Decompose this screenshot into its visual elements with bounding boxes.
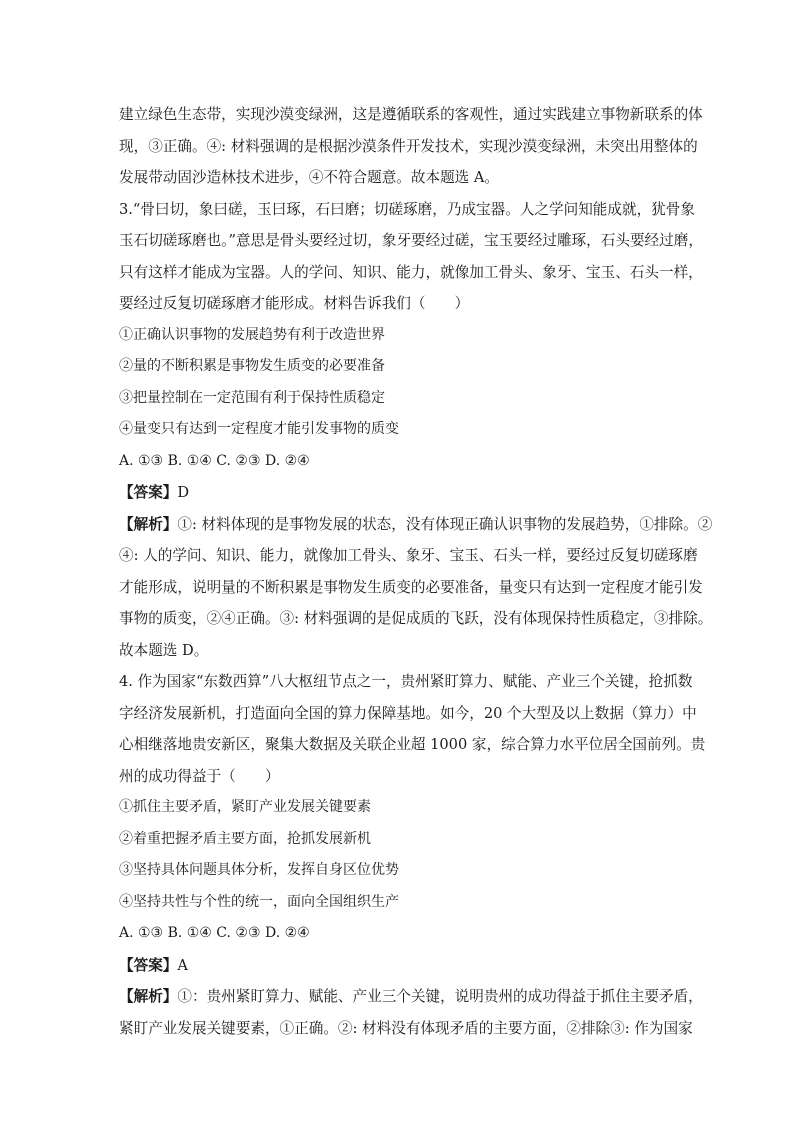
answer-label: 【答案】 [119, 484, 178, 501]
answer-value: D [177, 484, 190, 501]
q3-option: ①正确认识事物的发展趋势有利于改造世界 [119, 326, 385, 343]
q4-choices: A. ①③ B. ①④ C. ②③ D. ②④ [119, 925, 310, 941]
continuation-line: 发展带动固沙造林技术进步，④不符合题意。故本题选 A。 [119, 169, 500, 186]
q3-analysis-line: ④: 人的学问、知识、能力，就像加工骨头、象牙、宝玉、石头一样，要经过反复切磋琢磨 [119, 547, 698, 564]
q3-stem-line: 要经过反复切磋琢磨才能形成。材料告诉我们（ ） [119, 295, 470, 312]
q3-analysis-line: 故本题选 D。 [119, 641, 209, 659]
q4-stem-line: 心相继落地贵安新区，聚集大数据及关联企业超 1000 家，综合算力水平位居全国前列。贵 [119, 736, 706, 753]
q4-analysis-line: 【解析】①：贵州紧盯算力、赋能、产业三个关键，说明贵州的成功得益于抓住主要矛盾， [119, 988, 703, 1005]
q4-stem-line: 州的成功得益于（ ） [119, 767, 280, 785]
continuation-line: 现，③正确。④: 材料强调的是根据沙漠条件开发技术，实现沙漠变绿洲，未突出用整体的 [119, 137, 698, 155]
q4-option: ③坚持具体问题具体分析，发挥自身区位优势 [119, 862, 399, 878]
q3-choices: A. ①③ B. ①④ C. ②③ D. ②④ [119, 452, 310, 469]
q3-option: ③把量控制在一定范围有利于保持性质稳定 [119, 389, 385, 406]
answer-value: A [177, 956, 188, 974]
q3-option: ④量变只有达到一定程度才能引发事物的质变 [119, 421, 399, 437]
q4-stem-line: 字经济发展新机，打造面向全国的算力保障基地。如今，20 个大型及以上数据（算力）中 [119, 704, 697, 722]
q4-answer [119, 950, 685, 982]
continuation-line: 建立绿色生态带，实现沙漠变绿洲，这是遵循联系的客观性，通过实践建立事物新联系的体 [119, 106, 703, 123]
q4-stem-line: 4. 作为国家“东数西算”八大枢纽节点之一，贵州紧盯算力、赋能、产业三个关键，抢抓数 [119, 673, 693, 690]
q3-stem-line: 3.“骨曰切，象曰磋，玉曰琢，石曰磨；切磋琢磨，乃成宝器。人之学问知能成就，犹骨象 [119, 200, 695, 218]
q3-option: ②量的不断积累是事物发生质变的必要准备 [119, 358, 385, 374]
q4-option: ④坚持共性与个性的统一，面向全国组织生产 [119, 893, 399, 910]
answer-label: 【答案】 [119, 956, 178, 974]
q3-analysis-line: 才能形成，说明量的不断积累是事物发生质变的必要准备，量变只有达到一定程度才能引发 [119, 578, 703, 596]
q3-answer [119, 477, 685, 509]
q3-analysis-line: 【解析】①: 材料体现的是事物发展的状态，没有体现正确认识事物的发展趋势，①排除。② [119, 515, 713, 533]
q4-option: ①抓住主要矛盾，紧盯产业发展关键要素 [119, 799, 371, 815]
analysis-label: 【解析】 [119, 988, 178, 1005]
page-content [119, 99, 713, 1044]
q3-stem-line: 只有这样才能成为宝器。人的学问、知识、能力，就像加工骨头、象牙、宝玉、石头一样， [119, 263, 703, 281]
question-4 [119, 666, 706, 1044]
q3-analysis-line: 事物的质变，②④正确。③: 材料强调的是促成质的飞跃，没有体现保持性质稳定，③排除。 [119, 610, 713, 627]
q3-stem-line: 玉石切磋琢磨也。”意思是骨头要经过切，象牙要经过磋，宝玉要经过雕琢，石头要经过磨， [119, 232, 703, 249]
question-3 [119, 194, 713, 667]
analysis-label: 【解析】 [119, 515, 178, 533]
q4-option: ②着重把握矛盾主要方面，抢抓发展新机 [119, 830, 371, 847]
q4-analysis-line: 紧盯产业发展关键要素，①正确。②: 材料没有体现矛盾的主要方面，②排除③: 作为国家 [119, 1019, 693, 1037]
